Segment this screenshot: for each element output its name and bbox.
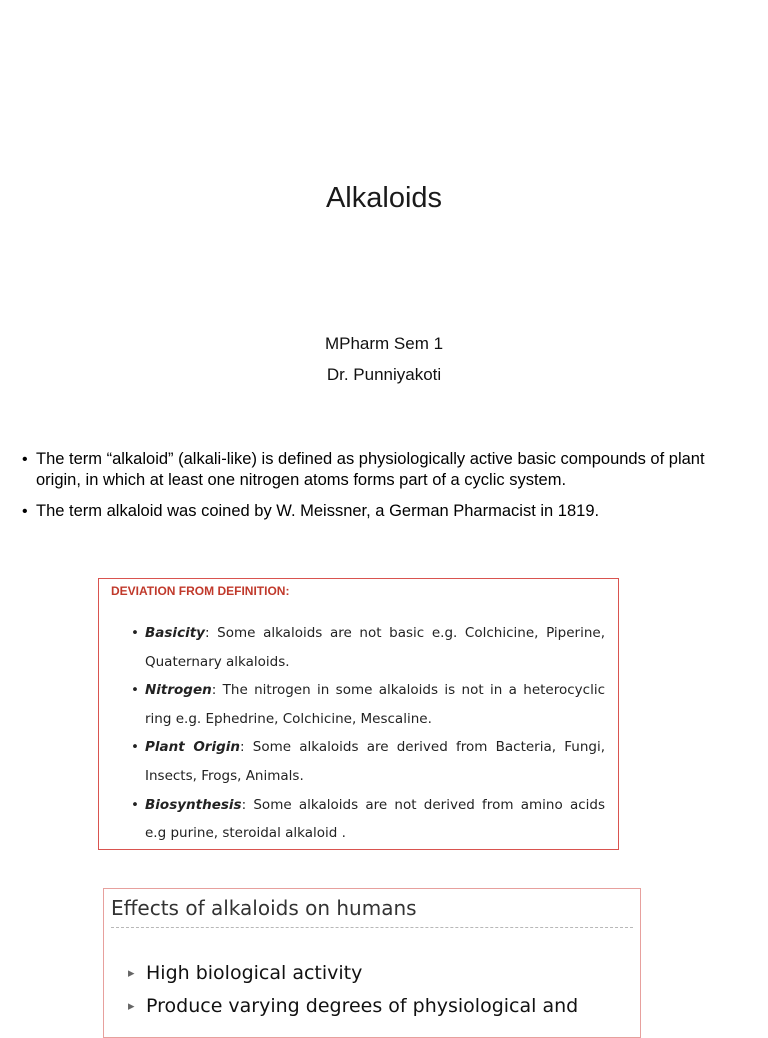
deviation-item xyxy=(133,676,605,733)
deviation-list xyxy=(133,619,605,848)
slide-title: Alkaloids xyxy=(325,182,443,214)
effects-list xyxy=(128,957,628,1023)
deviation-separator: : xyxy=(239,739,253,756)
deviation-heading: DEVIATION FROM DEFINITION: xyxy=(111,584,290,598)
deviation-separator: : xyxy=(211,682,223,699)
deviation-box xyxy=(98,578,619,850)
effects-item: ▸ Produce varying degrees of physiological and xyxy=(128,990,628,1023)
subtitle xyxy=(0,328,768,390)
deviation-term: Basicity xyxy=(145,625,205,641)
course-label: MPharm Sem 1 xyxy=(324,334,444,353)
effects-divider xyxy=(111,927,633,928)
deviation-item xyxy=(133,619,605,676)
deviation-separator: : xyxy=(241,796,254,813)
effects-item: ▸ High biological activity xyxy=(128,957,628,990)
definition-list xyxy=(22,449,742,532)
deviation-term: Plant Origin xyxy=(145,739,240,756)
effects-heading: Effects of alkaloids on humans xyxy=(111,896,417,920)
deviation-text: Some alkaloids are not derived from amino acids e.g purine, steroidal alkaloid . xyxy=(145,796,605,842)
definition-item: • The term “alkaloid” (alkali-like) is defined as physiologically active basic compounds of plant origin, in which at least one nitrogen atoms forms part of a cyclic system. xyxy=(22,449,742,491)
deviation-separator: : xyxy=(204,625,218,641)
deviation-text: Some alkaloids are derived from Bacteria, Fungi, Insects, Frogs, Animals. xyxy=(145,739,606,784)
deviation-text: The nitrogen in some alkaloids is not in a heterocyclic ring e.g. Ephedrine, Colchicine, Mescaline. xyxy=(145,682,605,727)
deviation-term: Nitrogen xyxy=(145,682,212,699)
definition-item: • The term alkaloid was coined by W. Meissner, a German Pharmacist in 1819. xyxy=(22,501,742,522)
effects-box xyxy=(103,888,641,1038)
deviation-item xyxy=(133,791,605,848)
deviation-item xyxy=(133,733,605,790)
deviation-text: Some alkaloids are not basic e.g. Colchicine, Piperine, Quaternary alkaloids. xyxy=(145,625,605,670)
author-label: Dr. Punniyakoti xyxy=(326,365,442,384)
deviation-term: Biosynthesis xyxy=(145,796,242,813)
